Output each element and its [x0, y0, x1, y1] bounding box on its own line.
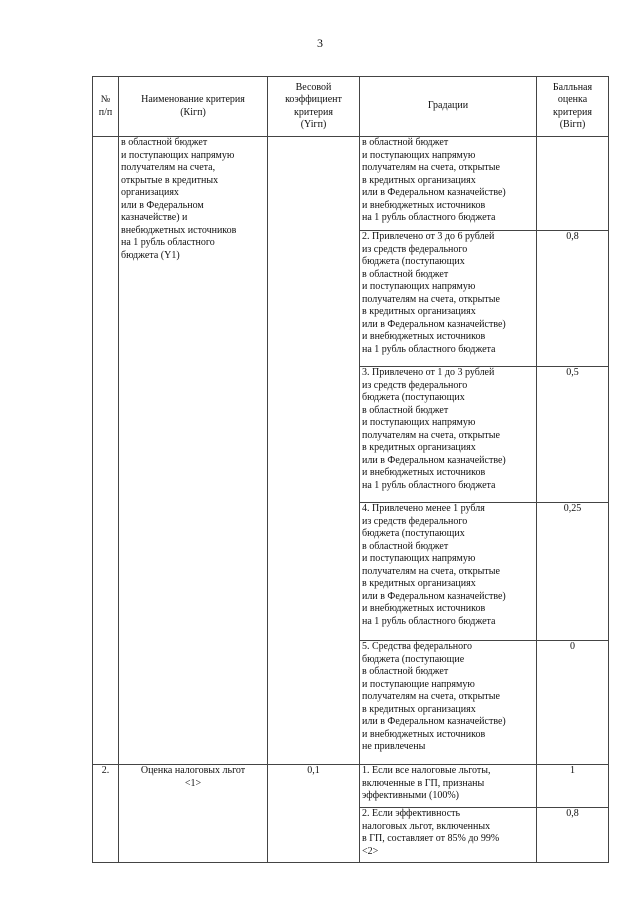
text-line: Балльная: [552, 81, 593, 93]
text-line: и внебюджетных источников: [362, 467, 486, 478]
header-weight: [268, 77, 360, 137]
text-line: получателям на счета, открытые: [362, 429, 500, 441]
text-line: включенные в ГП, признаны: [362, 777, 485, 789]
text-line: бюджета (поступающих: [362, 528, 465, 539]
criterion1-weight: [268, 137, 360, 765]
text-line: в областной бюджет: [362, 137, 449, 148]
header-num: [93, 77, 119, 137]
text-line: на 1 рубль областного бюджета: [362, 343, 496, 355]
text-line: в областной бюджет: [362, 404, 449, 416]
text-line: 2. Если эффективность: [362, 808, 461, 819]
text-line: 4. Привлечено менее 1 рубля: [362, 503, 485, 514]
text-line: №: [100, 94, 111, 105]
gradation-cell: [360, 641, 537, 765]
criterion2-weight: 0,1: [268, 765, 360, 863]
gradation-cell: [360, 765, 537, 808]
text-line: или в Федеральном казначействе): [362, 187, 506, 198]
text-line: критерия: [294, 106, 333, 118]
text-line: на 1 рубль областного бюджета: [362, 212, 496, 223]
text-line: бюджета (поступающих: [362, 392, 465, 403]
text-line: 2. Привлечено от 3 до 6 рублей: [362, 231, 495, 242]
text-line: и поступающих напрямую: [362, 553, 476, 564]
text-line: в областной бюджет: [362, 268, 449, 280]
text-line: и поступающих напрямую: [362, 417, 476, 428]
text-line: в областной бюджет: [121, 137, 208, 148]
text-line: Градации: [427, 100, 469, 112]
text-line: получателям на счета, открытые: [362, 565, 500, 577]
text-line: (Вiгп): [559, 119, 586, 130]
text-line: Наименование критерия: [141, 94, 245, 105]
score-cell: 0,8: [537, 808, 609, 863]
text-line: в кредитных организациях: [362, 578, 476, 589]
text-line: получателям на счета, открытые: [362, 293, 500, 305]
score-cell: 0,25: [537, 503, 609, 641]
gradation-cell: [360, 137, 537, 231]
text-line: и внебюджетных источников: [362, 728, 486, 740]
header-name: [119, 77, 268, 137]
gradation-cell: [360, 231, 537, 367]
text-line: или в Федеральном казначействе): [362, 318, 506, 330]
text-line: внебюджетных источников: [121, 224, 237, 236]
text-line: Весовой: [295, 81, 332, 93]
score-cell: 1: [537, 765, 609, 808]
score-cell: 0,5: [537, 367, 609, 503]
text-line: 5. Средства федерального: [362, 641, 472, 652]
text-line: в кредитных организациях: [362, 174, 476, 186]
text-line: на 1 рубль областного: [121, 237, 215, 248]
text-line: 3. Привлечено от 1 до 3 рублей: [362, 367, 495, 378]
text-line: из средств федерального: [362, 379, 468, 391]
text-line: получателям на счета, открытые: [362, 691, 500, 702]
text-line: из средств федерального: [362, 243, 468, 255]
text-line: получателям на счета, открытые: [362, 162, 500, 173]
text-line: п/п: [98, 106, 113, 118]
text-line: эффективными (100%): [362, 790, 459, 801]
page-number: 3: [317, 36, 323, 50]
text-line: в ГП, составляет от 85% до 99%: [362, 833, 500, 844]
text-line: налоговых льгот, включенных: [362, 820, 491, 832]
text-line: и внебюджетных источников: [362, 199, 486, 211]
header-gradations: [360, 77, 537, 137]
text-line: в областной бюджет: [362, 540, 449, 552]
text-line: или в Федеральном казначействе): [362, 716, 506, 727]
gradation-cell: [360, 367, 537, 503]
text-line: и поступающие напрямую: [362, 678, 475, 690]
text-line: бюджета (поступающих: [362, 256, 465, 267]
text-line: не привлечены: [362, 741, 426, 752]
text-line: и внебюджетных источников: [362, 603, 486, 614]
text-line: на 1 рубль областного бюджета: [362, 615, 496, 627]
text-line: или в Федеральном казначействе): [362, 590, 506, 602]
text-line: или в Федеральном казначействе): [362, 454, 506, 466]
score-cell: 0,8: [537, 231, 609, 367]
text-line: (Yiгп): [300, 119, 327, 130]
header-score: [537, 77, 609, 137]
text-line: оценка: [557, 94, 588, 105]
text-line: из средств федерального: [362, 515, 468, 527]
text-line: бюджета (поступающие: [362, 653, 465, 665]
text-line: (Кiгп): [180, 106, 206, 118]
gradation-cell: [360, 503, 537, 641]
text-line: организациях: [121, 187, 179, 198]
text-line: критерия: [553, 106, 592, 118]
text-line: 1. Если все налоговые льготы,: [362, 765, 491, 776]
text-line: в кредитных организациях: [362, 306, 476, 317]
text-line: Оценка налоговых льгот: [140, 765, 246, 776]
text-line: бюджета (Y1): [121, 249, 180, 261]
header-row: [93, 77, 609, 137]
text-line: и поступающих напрямую: [362, 149, 476, 161]
criterion1-num: [93, 137, 119, 765]
text-line: и поступающих напрямую: [121, 149, 235, 161]
table-row: [93, 765, 609, 808]
criterion2-num: 2.: [93, 765, 119, 863]
text-line: <1>: [184, 777, 202, 789]
criterion2-name: [119, 765, 268, 863]
text-line: <2>: [362, 845, 379, 857]
text-line: и внебюджетных источников: [362, 331, 486, 342]
criteria-table: [92, 76, 609, 863]
criterion1-name: [119, 137, 268, 765]
text-line: открытые в кредитных: [121, 174, 219, 186]
text-line: в кредитных организациях: [362, 703, 476, 715]
table-row: [93, 137, 609, 231]
score-cell: 0: [537, 641, 609, 765]
text-line: на 1 рубль областного бюджета: [362, 479, 496, 491]
text-line: получателям на счета,: [121, 162, 216, 173]
text-line: коэффициент: [285, 94, 342, 105]
text-line: или в Федеральном: [121, 199, 204, 211]
score-cell: [537, 137, 609, 231]
text-line: в областной бюджет: [362, 666, 449, 677]
gradation-cell: [360, 808, 537, 863]
text-line: в кредитных организациях: [362, 442, 476, 453]
text-line: казначействе) и: [121, 212, 188, 223]
text-line: и поступающих напрямую: [362, 281, 476, 292]
